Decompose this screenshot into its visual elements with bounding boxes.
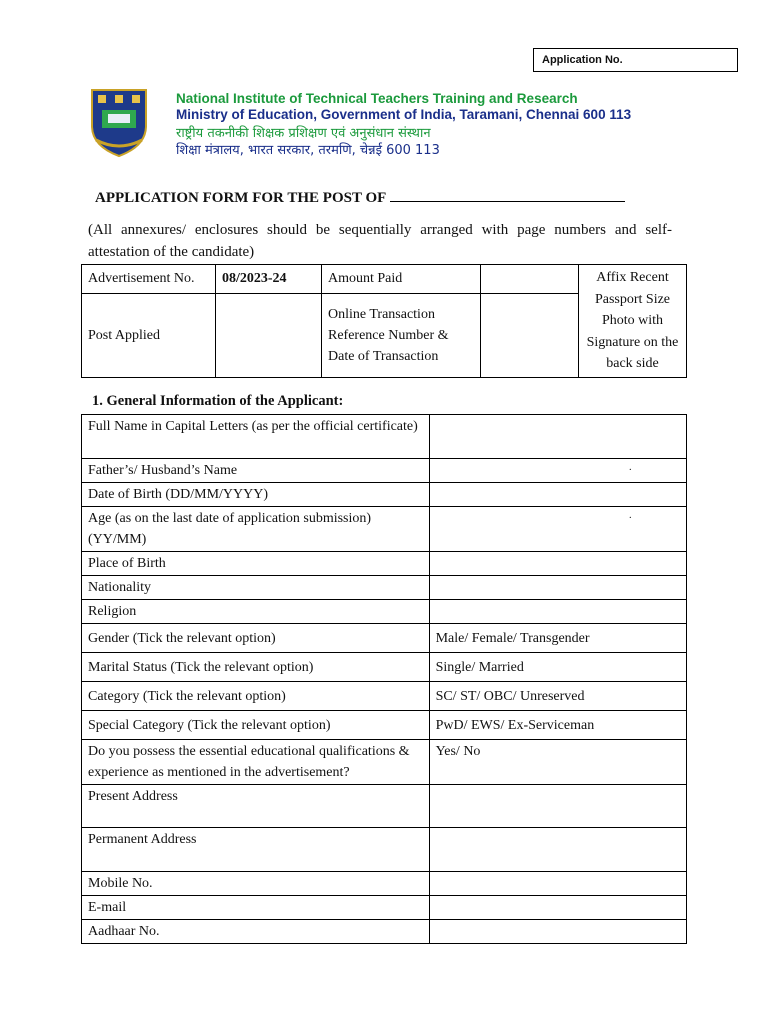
ministry-line-english: Ministry of Education, Government of India, Taramani, Chennai 600 113 — [176, 107, 632, 122]
transaction-field[interactable] — [481, 293, 579, 377]
table-row — [82, 459, 687, 483]
amount-paid-field[interactable] — [481, 265, 579, 294]
table-row — [82, 740, 687, 785]
table-row — [82, 576, 687, 600]
row-label: Mobile No. — [82, 872, 430, 896]
post-applied-field[interactable] — [216, 293, 322, 377]
row-label: Nationality — [82, 576, 430, 600]
table-row — [82, 552, 687, 576]
table-row — [82, 711, 687, 740]
table-row — [82, 600, 687, 624]
form-title — [95, 187, 625, 207]
dot-mark: · — [628, 513, 632, 524]
post-name-blank[interactable] — [390, 187, 625, 202]
row-label: Gender (Tick the relevant option) — [82, 624, 430, 653]
table-row — [82, 896, 687, 920]
form-title-text: APPLICATION FORM FOR THE POST OF — [95, 190, 387, 206]
row-label: Special Category (Tick the relevant option) — [82, 711, 430, 740]
row-value[interactable]: Male/ Female/ Transgender — [429, 624, 686, 653]
row-value[interactable]: PwD/ EWS/ Ex-Serviceman — [429, 711, 686, 740]
row-label: Permanent Address — [82, 828, 430, 872]
ministry-line-hindi: शिक्षा मंत्रालय, भारत सरकार, तरमणि, चेन्नई 600 113 — [176, 143, 440, 158]
row-label: E-mail — [82, 896, 430, 920]
transaction-label: Online Transaction Reference Number & Date of Transaction — [322, 293, 481, 377]
row-value[interactable] — [429, 552, 686, 576]
dot-mark: · — [628, 465, 632, 476]
advertisement-table — [81, 264, 687, 378]
row-label: Date of Birth (DD/MM/YYYY) — [82, 483, 430, 507]
table-row — [82, 653, 687, 682]
row-label: Marital Status (Tick the relevant option) — [82, 653, 430, 682]
table-row — [82, 920, 687, 944]
row-value[interactable]: Single/ Married — [429, 653, 686, 682]
row-value[interactable] — [429, 785, 686, 828]
row-label: Present Address — [82, 785, 430, 828]
table-row — [82, 828, 687, 872]
row-value[interactable] — [429, 828, 686, 872]
table-row — [82, 483, 687, 507]
adv-no-label: Advertisement No. — [82, 265, 216, 294]
row-value[interactable] — [429, 872, 686, 896]
general-info-table — [81, 414, 687, 944]
table-row — [82, 872, 687, 896]
row-value[interactable] — [429, 600, 686, 624]
table-row — [82, 785, 687, 828]
row-label: Do you possess the essential educational qualifications & experience as mentioned in the advertisement? — [82, 740, 430, 785]
row-value[interactable] — [429, 920, 686, 944]
institute-logo — [88, 86, 150, 158]
row-value[interactable] — [429, 576, 686, 600]
institute-name-hindi: राष्ट्रीय तकनीकी शिक्षक प्रशिक्षण एवं अनुसंधान संस्थान — [176, 126, 431, 141]
row-label: Full Name in Capital Letters (as per the official certificate) — [82, 415, 430, 459]
row-value[interactable]: SC/ ST/ OBC/ Unreserved — [429, 682, 686, 711]
post-applied-label: Post Applied — [82, 293, 216, 377]
row-value[interactable]: Yes/ No — [429, 740, 686, 785]
row-label: Place of Birth — [82, 552, 430, 576]
row-label: Religion — [82, 600, 430, 624]
section-title: 1. General Information of the Applicant: — [92, 393, 344, 409]
row-label: Aadhaar No. — [82, 920, 430, 944]
application-number-box[interactable]: Application No. — [533, 48, 738, 72]
amount-paid-label: Amount Paid — [322, 265, 481, 294]
row-value[interactable] — [429, 507, 686, 552]
adv-no-value: 08/2023-24 — [216, 265, 322, 294]
row-value[interactable] — [429, 483, 686, 507]
institute-name-english: National Institute of Technical Teachers Training and Research — [176, 91, 578, 106]
row-label: Age (as on the last date of application submission) (YY/MM) — [82, 507, 430, 552]
row-label: Father’s/ Husband’s Name — [82, 459, 430, 483]
row-value[interactable] — [429, 415, 686, 459]
row-label: Category (Tick the relevant option) — [82, 682, 430, 711]
table-row — [82, 507, 687, 552]
table-row — [82, 415, 687, 459]
row-value[interactable] — [429, 459, 686, 483]
row-value[interactable] — [429, 896, 686, 920]
instructions-note: (All annexures/ enclosures should be sequentially arranged with page numbers and self-attestation of the candidate) — [88, 222, 672, 260]
table-row — [82, 624, 687, 653]
photo-box[interactable]: Affix Recent Passport Size Photo with Signature on the back side — [579, 265, 687, 378]
table-row — [82, 682, 687, 711]
